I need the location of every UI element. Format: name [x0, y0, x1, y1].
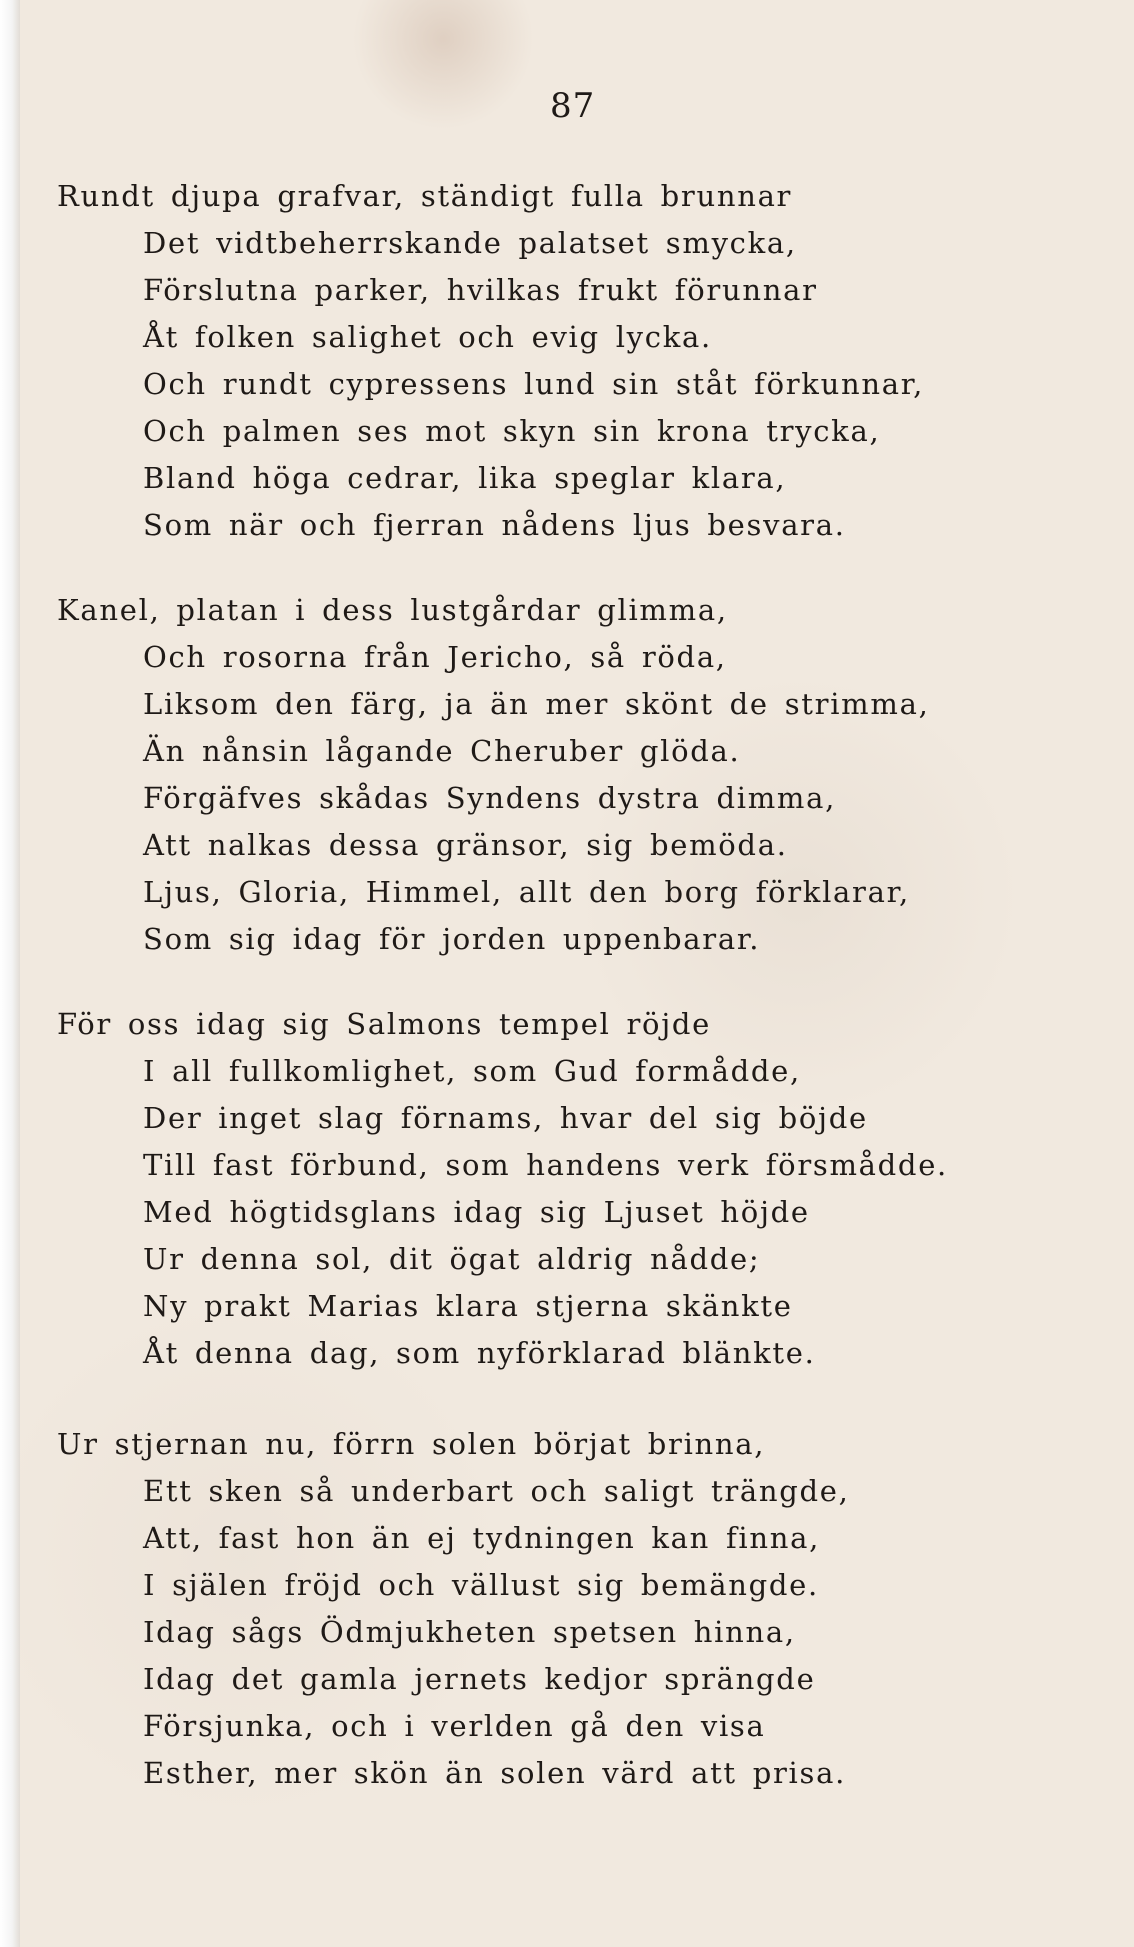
stanza-3-line-7: Ny prakt Marias klara stjerna skänkte: [143, 1289, 793, 1323]
stanza-3-line-6: Ur denna sol, dit ögat aldrig nådde;: [143, 1242, 761, 1276]
stanza-1-line-6: Och palmen ses mot skyn sin krona trycka,: [143, 414, 881, 448]
stanza-4-line-6: Idag det gamla jernets kedjor sprängde: [143, 1662, 816, 1696]
scan-margin: [0, 0, 20, 1947]
stanza-1-line-7: Bland höga cedrar, lika speglar klara,: [143, 461, 787, 495]
stanza-2-line-1: Kanel, platan i dess lustgårdar glimma,: [57, 593, 728, 627]
stanza-2-line-6: Att nalkas dessa gränsor, sig bemöda.: [143, 828, 788, 862]
stanza-4-line-5: Idag sågs Ödmjukheten spetsen hinna,: [143, 1615, 796, 1649]
stanza-2-line-8: Som sig idag för jorden uppenbarar.: [143, 922, 761, 956]
page-number: 87: [550, 86, 596, 126]
stanza-2-line-5: Förgäfves skådas Syndens dystra dimma,: [143, 781, 837, 815]
stanza-3-line-2: I all fullkomlighet, som Gud formådde,: [143, 1054, 801, 1088]
stanza-3-line-8: Åt denna dag, som nyförklarad blänkte.: [143, 1336, 816, 1370]
stanza-4-line-3: Att, fast hon än ej tydningen kan finna,: [143, 1521, 821, 1555]
stanza-4-line-8: Esther, mer skön än solen värd att prisa.: [143, 1756, 846, 1790]
stanza-3-line-1: För oss idag sig Salmons tempel röjde: [57, 1007, 712, 1041]
stanza-4-line-1: Ur stjernan nu, förrn solen börjat brinna,: [57, 1427, 766, 1461]
stanza-3-line-4: Till fast förbund, som handens verk försmådde.: [143, 1148, 948, 1182]
stanza-1-line-5: Och rundt cypressens lund sin ståt förkunnar,: [143, 367, 924, 401]
stanza-1-line-1: Rundt djupa grafvar, ständigt fulla brunnar: [57, 179, 793, 213]
stanza-1-line-8: Som när och fjerran nådens ljus besvara.: [143, 508, 846, 542]
stanza-1-line-2: Det vidtbeherrskande palatset smycka,: [143, 226, 797, 260]
stanza-2-line-3: Liksom den färg, ja än mer skönt de strimma,: [143, 687, 930, 721]
book-page: [20, 0, 1134, 1947]
stanza-4-line-2: Ett sken så underbart och saligt trängde,: [143, 1474, 850, 1508]
stanza-2-line-4: Än nånsin lågande Cheruber glöda.: [143, 734, 741, 768]
stanza-2-line-7: Ljus, Gloria, Himmel, allt den borg förklarar,: [143, 875, 910, 909]
stanza-3-line-3: Der inget slag förnams, hvar del sig böjde: [143, 1101, 868, 1135]
stanza-1-line-4: Åt folken salighet och evig lycka.: [143, 320, 712, 354]
stanza-4-line-4: I själen fröjd och vällust sig bemängde.: [143, 1568, 819, 1602]
stanza-3-line-5: Med högtidsglans idag sig Ljuset höjde: [143, 1195, 810, 1229]
stanza-4-line-7: Försjunka, och i verlden gå den visa: [143, 1709, 766, 1743]
stanza-2-line-2: Och rosorna från Jericho, så röda,: [143, 640, 727, 674]
stanza-1-line-3: Förslutna parker, hvilkas frukt förunnar: [143, 273, 818, 307]
